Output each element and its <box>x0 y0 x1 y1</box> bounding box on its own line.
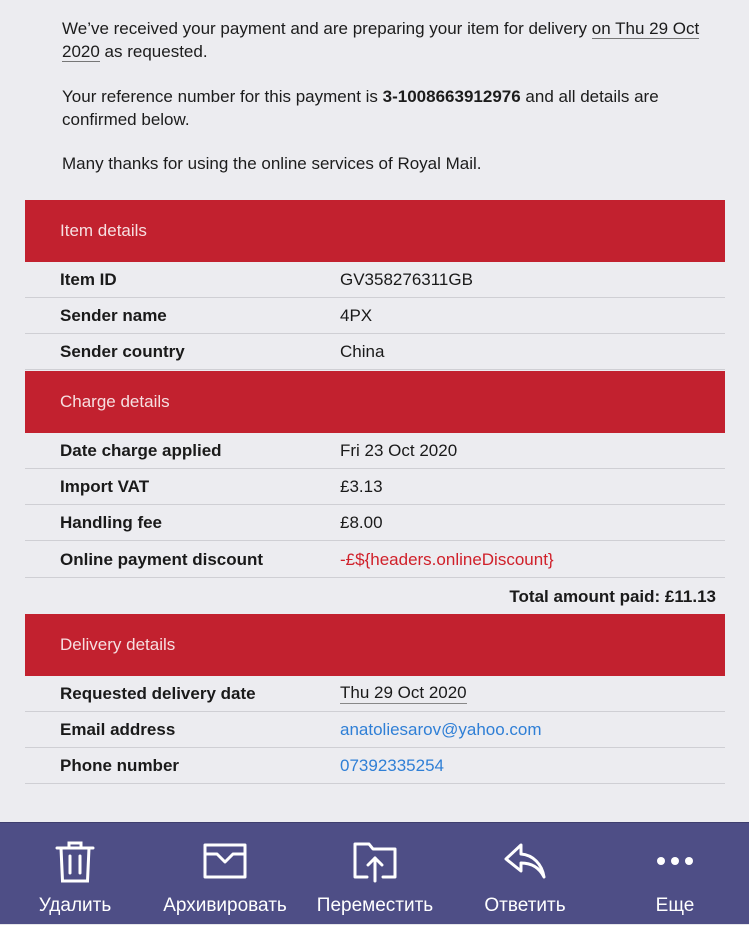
sender-country-value: China <box>340 341 385 361</box>
sender-name-label: Sender name <box>60 305 167 325</box>
sender-country-label: Sender country <box>60 341 185 361</box>
date-charge-row <box>25 433 725 469</box>
item-id-row <box>25 262 725 298</box>
email-address-link[interactable]: anatoliesarov@yahoo.com <box>340 719 542 739</box>
intro-paragraph-thanks: Many thanks for using the online services of Royal Mail. <box>62 154 482 173</box>
mail-toolbar <box>0 822 749 924</box>
online-discount-row <box>25 542 725 578</box>
handling-fee-label: Handling fee <box>60 512 163 532</box>
move-folder-icon <box>353 839 397 883</box>
move-button[interactable] <box>305 823 445 925</box>
more-dots-icon <box>653 839 697 883</box>
item-id-label: Item ID <box>60 269 117 289</box>
email-address-label: Email address <box>60 719 176 739</box>
phone-number-row <box>25 748 725 784</box>
item-details-header: Item details <box>25 200 725 262</box>
date-charge-value: Fri 23 Oct 2020 <box>340 440 458 460</box>
import-vat-value: £3.13 <box>340 476 383 496</box>
handling-fee-value: £8.00 <box>340 512 383 532</box>
more-label: Еще <box>655 895 695 916</box>
total-amount-paid: Total amount paid: £11.13 <box>509 587 716 606</box>
more-button[interactable] <box>615 823 735 925</box>
requested-date-label: Requested delivery date <box>60 683 256 703</box>
intro-paragraph-delivery: We’ve received your payment and are preparing your item for delivery on Thu 29 Oct 2020 as requested. <box>62 19 700 61</box>
date-charge-label: Date charge applied <box>60 440 222 460</box>
archive-box-icon <box>203 839 247 883</box>
charge-details-header: Charge details <box>25 371 725 433</box>
online-discount-label: Online payment discount <box>60 549 264 569</box>
handling-fee-row <box>25 505 725 541</box>
reference-number: 3-1008663912976 <box>382 87 521 106</box>
delivery-details-header: Delivery details <box>25 614 725 676</box>
archive-button[interactable] <box>155 823 295 925</box>
phone-number-link[interactable]: 07392335254 <box>340 755 445 775</box>
import-vat-row <box>25 469 725 505</box>
item-id-value: GV358276311GB <box>340 269 473 289</box>
email-address-row <box>25 712 725 748</box>
reply-button[interactable] <box>465 823 585 925</box>
intro-paragraph-reference: Your reference number for this payment is 3-1008663912976 and all details are confirmed below. <box>62 87 659 129</box>
archive-label: Архивировать <box>163 895 287 916</box>
reply-label: Ответить <box>484 895 566 916</box>
phone-number-label: Phone number <box>60 755 180 775</box>
requested-date-value[interactable]: Thu 29 Oct 2020 <box>340 683 467 702</box>
delete-label: Удалить <box>38 895 112 916</box>
sender-name-row <box>25 298 725 334</box>
sender-country-row <box>25 334 725 370</box>
online-discount-value: -£${headers.onlineDiscount} <box>340 549 554 569</box>
delete-button[interactable] <box>15 823 135 925</box>
move-label: Переместить <box>316 895 434 916</box>
reply-arrow-icon <box>503 839 547 883</box>
import-vat-label: Import VAT <box>60 476 150 496</box>
trash-icon <box>53 839 97 883</box>
requested-date-row <box>25 676 725 712</box>
sender-name-value: 4PX <box>340 305 373 325</box>
delivery-date-link[interactable]: on Thu 29 Oct 2020 <box>62 19 700 61</box>
